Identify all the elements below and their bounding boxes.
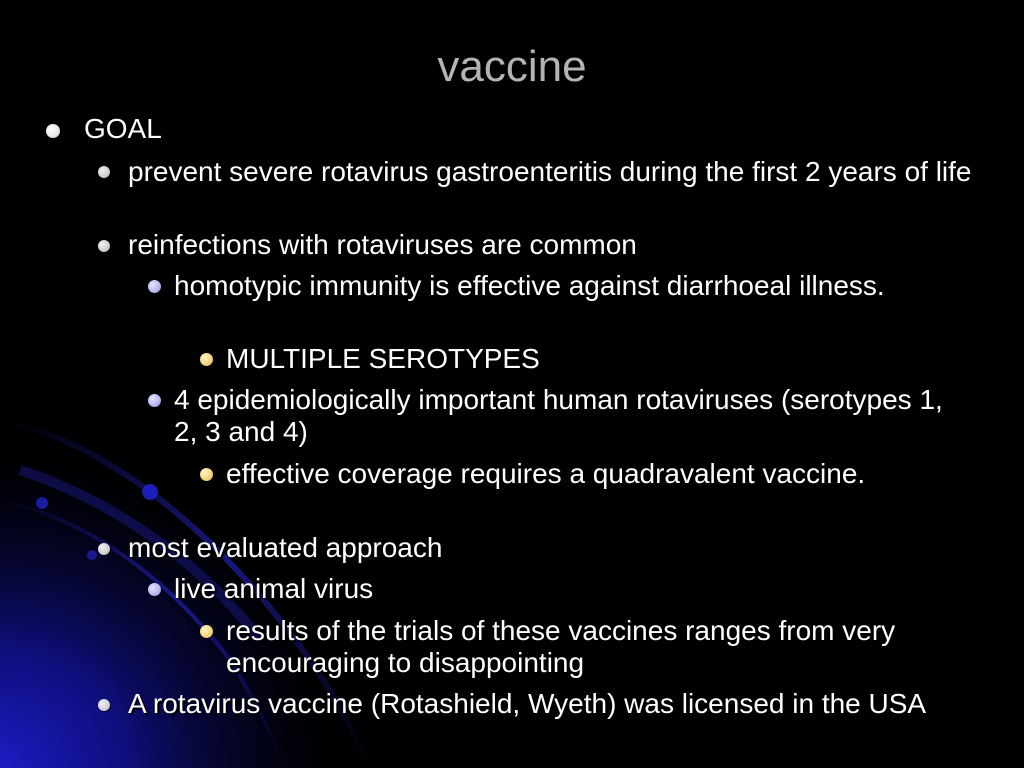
- list-item: homotypic immunity is effective against diarrhoeal illness.: [174, 270, 885, 301]
- list-item: results of the trials of these vaccines ranges from very encouraging to disappointing: [226, 615, 896, 678]
- bullet-icon: [200, 468, 213, 481]
- bullet-icon: [98, 240, 110, 252]
- bullet-icon: [200, 625, 213, 638]
- list-item: A rotavirus vaccine (Rotashield, Wyeth) was licensed in the USA: [128, 688, 927, 719]
- bullet-icon: [148, 394, 161, 407]
- bullet-icon: [98, 699, 110, 711]
- bullet-icon: [148, 280, 161, 293]
- list-item: MULTIPLE SEROTYPES: [226, 343, 540, 374]
- list-item: 4 epidemiologically important human rotaviruses (serotypes 1, 2, 3 and 4): [174, 384, 943, 447]
- bullet-icon: [46, 124, 60, 138]
- list-item: most evaluated approach: [128, 532, 443, 563]
- list-item: prevent severe rotavirus gastroenteritis during the first 2 years of life: [128, 156, 972, 187]
- bullet-icon: [98, 543, 110, 555]
- list-item: live animal virus: [174, 573, 374, 604]
- slide-title: vaccine: [437, 42, 587, 91]
- list-item: reinfections with rotaviruses are common: [128, 229, 637, 260]
- list-item: GOAL: [84, 113, 162, 144]
- list-item: effective coverage requires a quadravalent vaccine.: [226, 458, 866, 489]
- bullet-icon: [98, 166, 110, 178]
- bullet-icon: [148, 583, 161, 596]
- bullet-icon: [200, 353, 213, 366]
